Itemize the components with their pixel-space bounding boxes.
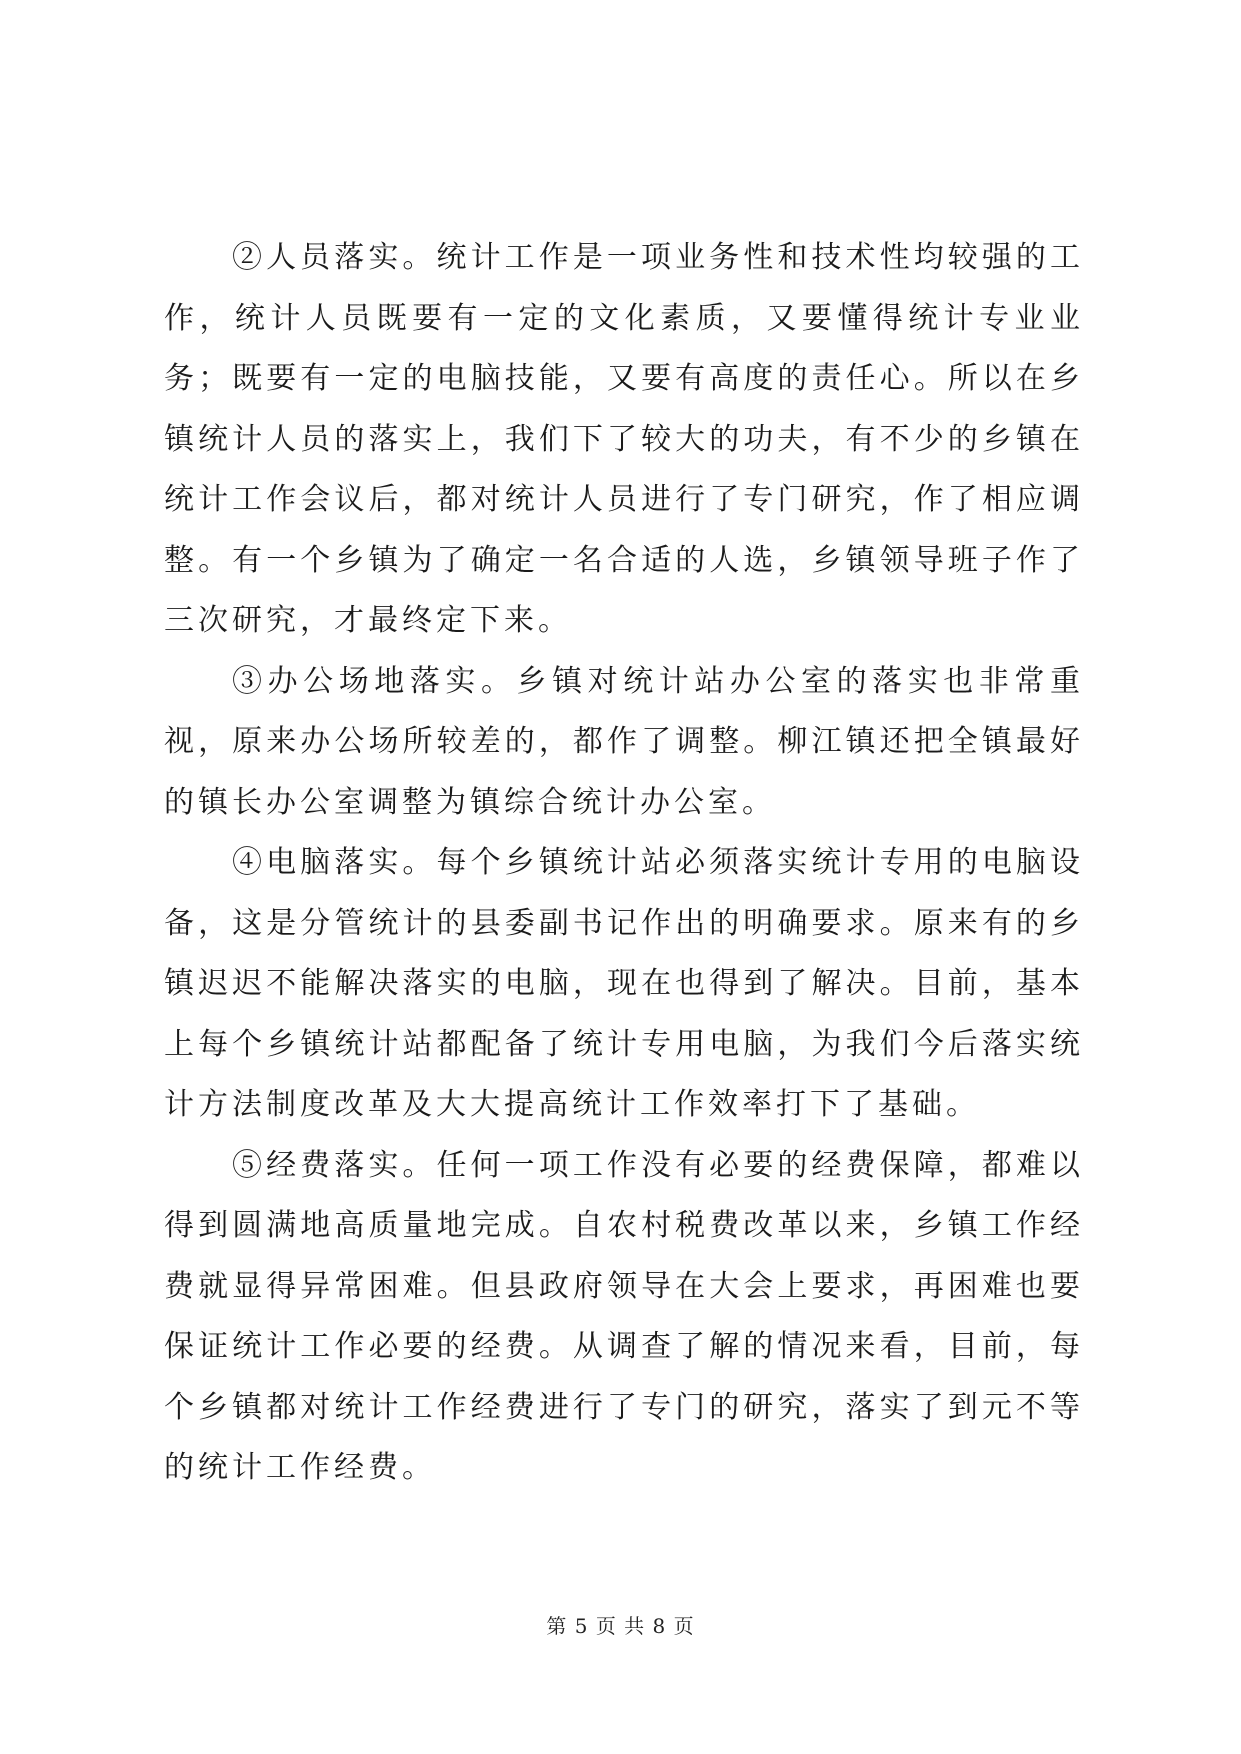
paragraph-office-space: ③办公场地落实。乡镇对统计站办公室的落实也非常重视，原来办公场所较差的，都作了调整。柳江镇还把全镇最好的镇长办公室调整为镇综合统计办公室。 <box>164 663 1084 820</box>
paragraph-computers: ④电脑落实。每个乡镇统计站必须落实统计专用的电脑设备，这是分管统计的县委副书记作出的明确要求。原来有的乡镇迟迟不能解决落实的电脑，现在也得到了解决。目前，基本上每个乡镇统计站都配备了统计专用电脑，为我们今后落实统计方法制度改革及大大提高统计工作效率打下了基础。 <box>164 845 1084 1122</box>
document-body <box>164 228 1084 1499</box>
page-number-footer: 第 5 页 共 8 页 <box>546 1614 695 1638</box>
paragraph-funding: ⑤经费落实。任何一项工作没有必要的经费保障，都难以得到圆满地高质量地完成。自农村税费改革以来，乡镇工作经费就显得异常困难。但县政府领导在大会上要求，再困难也要保证统计工作必要的经费。从调查了解的情况来看，目前，每个乡镇都对统计工作经费进行了专门的研究，落实了到元不等的统计工作经费。 <box>164 1147 1084 1485</box>
paragraph-personnel: ②人员落实。统计工作是一项业务性和技术性均较强的工作，统计人员既要有一定的文化素质，又要懂得统计专业业务；既要有一定的电脑技能，又要有高度的责任心。所以在乡镇统计人员的落实上，我们下了较大的功夫，有不少的乡镇在统计工作会议后，都对统计人员进行了专门研究，作了相应调整。有一个乡镇为了确定一名合适的人选，乡镇领导班子作了三次研究，才最终定下来。 <box>164 240 1084 638</box>
